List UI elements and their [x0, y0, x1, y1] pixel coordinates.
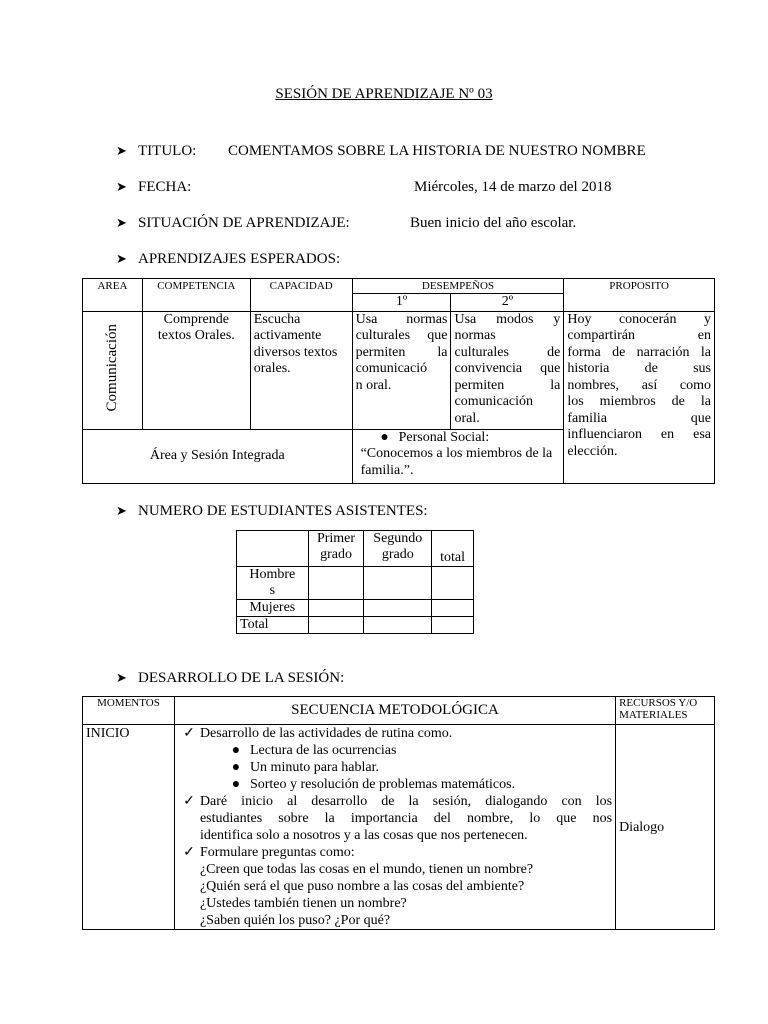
estudiantes-label: NUMERO DE ESTUDIANTES ASISTENTES: — [138, 503, 428, 519]
desarrollo-table — [82, 696, 715, 930]
header-proposito: PROPOSITO — [564, 279, 715, 312]
estudiantes-table — [236, 530, 474, 634]
header-competencia: COMPETENCIA — [142, 279, 250, 312]
arrow-bullet-icon: ➤ — [116, 143, 127, 158]
row-hombres-l1: Hombre — [249, 567, 296, 582]
checkmark-icon: ✓ — [183, 726, 195, 741]
proposito-line: elección. — [567, 443, 618, 459]
titulo-value: COMENTAMOS SOBRE LA HISTORIA DE NUESTRO NOMBRE — [228, 143, 646, 159]
proposito-line: compartirán en — [567, 328, 711, 343]
document-title: SESIÓN DE APRENDIZAJE Nº 03 — [275, 86, 493, 102]
sub-item: Un minuto para hablar. — [249, 760, 380, 775]
desempeno-1-line: Usa normas — [355, 311, 448, 327]
area-cell — [83, 311, 143, 429]
situacion-value: Buen inicio del año escolar. — [410, 215, 577, 231]
cell-empty — [364, 617, 432, 634]
check-item-2-line: identifica solo a nosotros y a las cosas que nos pertenecen. — [199, 828, 528, 843]
cell-empty — [308, 567, 364, 600]
row-hombres — [237, 567, 309, 600]
desempeno-2-line: normas — [454, 328, 496, 343]
checkmark-icon: ✓ — [183, 794, 195, 809]
desempeno-1-line: culturales que — [355, 328, 448, 343]
header-momentos: MOMENTOS — [83, 697, 175, 725]
row-mujeres: Mujeres — [237, 600, 309, 617]
arrow-bullet-icon: ➤ — [116, 670, 127, 685]
pregunta: ¿Quién será el que puso nombre a las cosas del ambiente? — [199, 879, 525, 894]
proposito-line: forma de narración la — [567, 344, 711, 360]
header-grado-1: 1º — [352, 294, 451, 312]
aprendizajes-table — [82, 278, 715, 484]
cell-empty — [308, 617, 364, 634]
secuencia-cell — [174, 725, 615, 930]
header-grado-2: 2º — [451, 294, 564, 312]
cell-empty — [364, 567, 432, 600]
desarrollo-label: DESARROLLO DE LA SESIÓN: — [138, 670, 345, 686]
cell-empty — [432, 617, 474, 634]
desempeno-2-line: Usa modos y — [454, 311, 561, 327]
desempeno-2-line: culturales de — [454, 344, 561, 360]
situacion-label: SITUACIÓN DE APRENDIZAJE: — [138, 215, 350, 231]
header-recursos — [616, 697, 715, 725]
cell-empty — [432, 567, 474, 600]
proposito-line: historia de sus — [567, 361, 711, 376]
proposito-line: influenciaron en esa — [567, 427, 711, 442]
pregunta: ¿Ustedes también tienen un nombre? — [199, 896, 407, 911]
pregunta: ¿Creen que todas las cosas en el mundo, tienen un nombre? — [199, 862, 534, 877]
col-primer-grado — [308, 531, 364, 567]
momento-inicio: INICIO — [83, 725, 175, 930]
checkmark-icon: ✓ — [183, 845, 195, 860]
proposito-line: familia que — [567, 410, 711, 426]
row-total: Total — [237, 617, 309, 634]
area-value: Comunicación — [104, 323, 121, 411]
proposito-line: Hoy conocerán y — [567, 311, 711, 327]
check-item-3: Formulare preguntas como: — [199, 845, 355, 860]
capacidad-cell: Escucha activamente diversos textos orales. — [250, 311, 352, 429]
desempeno-1-line: comunicació — [355, 361, 428, 376]
pregunta: ¿Saben quién los puso? ¿Por qué? — [199, 913, 391, 928]
desempeno-1-cell — [352, 311, 451, 429]
desempeno-2-cell — [451, 311, 564, 429]
titulo-label: TITULO: — [138, 143, 197, 159]
header-recursos-l2: MATERIALES — [619, 709, 688, 721]
desempeno-1-line: n oral. — [355, 377, 392, 393]
col-primer-grado-l2: grado — [320, 547, 352, 562]
cell-empty — [364, 600, 432, 617]
competencia-cell: Comprende textos Orales. — [142, 311, 250, 429]
proposito-cell — [564, 311, 715, 483]
integrada-text: “Conocemos a los miembros de la familia.”. — [360, 446, 553, 478]
col-total: total — [432, 531, 474, 567]
header-capacidad: CAPACIDAD — [250, 279, 352, 312]
fecha-value: Miércoles, 14 de marzo del 2018 — [414, 179, 612, 195]
desempeno-2-line: oral. — [454, 410, 480, 426]
col-segundo-grado-l1: Segundo — [373, 531, 423, 546]
header-desempenos: DESEMPEÑOS — [352, 279, 564, 294]
aprendizajes-label: APRENDIZAJES ESPERADOS: — [138, 251, 341, 267]
arrow-bullet-icon: ➤ — [116, 503, 127, 518]
bullet-dot-icon: ● — [231, 743, 241, 758]
arrow-bullet-icon: ➤ — [116, 179, 127, 194]
bullet-dot-icon: ● — [231, 760, 241, 775]
check-item-2-line: Daré inicio al desarrollo de la sesión, dialogando con los — [199, 794, 613, 809]
cell-empty — [432, 600, 474, 617]
bullet-dot-icon: ● — [380, 429, 389, 445]
recurso-cell: Dialogo — [616, 725, 715, 930]
desempeno-2-line: comunicación — [454, 394, 534, 409]
row-hombres-l2: s — [269, 583, 276, 598]
col-segundo-grado-l2: grado — [381, 547, 414, 562]
integrada-cell — [352, 429, 564, 483]
proposito-line: los miembros de la — [567, 394, 711, 409]
header-secuencia: SECUENCIA METODOLÓGICA — [174, 697, 615, 725]
header-area: AREA — [83, 279, 143, 312]
col-segundo-grado — [364, 531, 432, 567]
sub-item: Lectura de las ocurrencias — [249, 743, 397, 758]
col-primer-grado-l1: Primer — [316, 531, 356, 546]
arrow-bullet-icon: ➤ — [116, 215, 127, 230]
desempeno-2-line: convivencia que — [454, 361, 561, 376]
proposito-line: nombres, así como — [567, 377, 711, 393]
arrow-bullet-icon: ➤ — [116, 251, 127, 266]
fecha-label: FECHA: — [138, 179, 192, 195]
desempeno-1-line: permiten la — [355, 344, 448, 360]
sub-item: Sorteo y resolución de problemas matemáticos. — [249, 777, 516, 792]
desempeno-2-line: permiten la — [454, 377, 561, 393]
integrada-label: Área y Sesión Integrada — [83, 429, 353, 483]
check-item-2-line: estudiantes sobre la importancia del nombre, lo que nos — [199, 811, 613, 826]
cell-empty — [308, 600, 364, 617]
header-recursos-l1: RECURSOS Y/O — [619, 697, 698, 709]
bullet-dot-icon: ● — [231, 777, 241, 792]
empty-header-cell — [237, 531, 309, 567]
integrada-item: Personal Social: — [398, 429, 490, 445]
check-item-1: Desarrollo de las actividades de rutina como. — [199, 726, 453, 741]
